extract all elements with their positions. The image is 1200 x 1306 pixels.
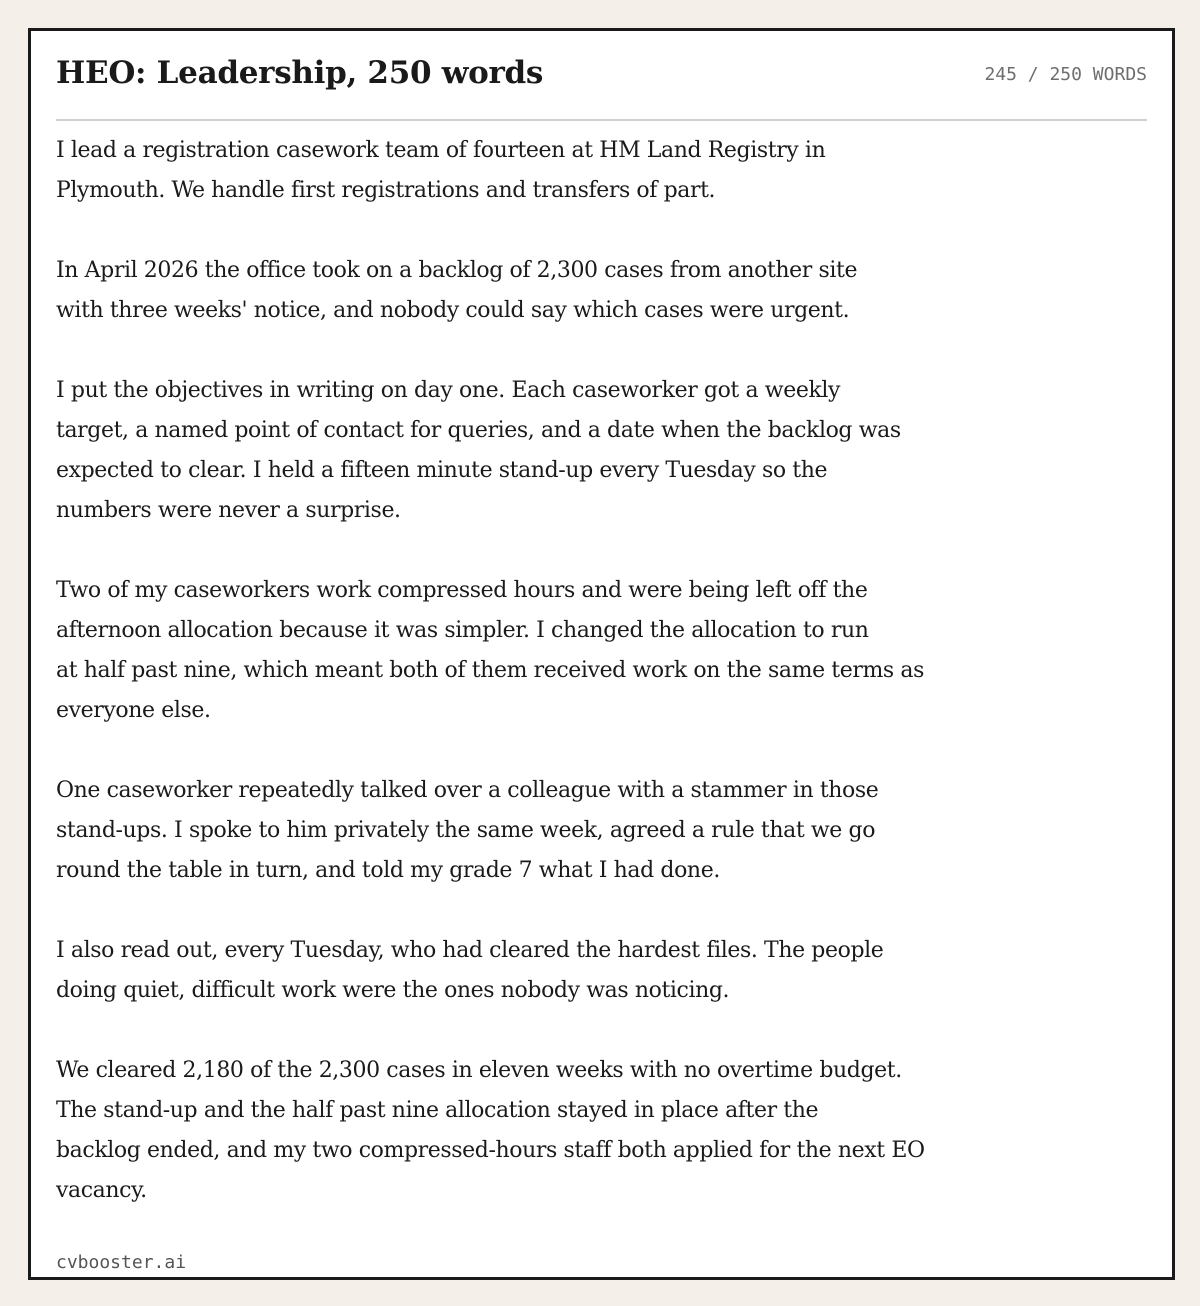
answer-body bbox=[56, 131, 1056, 1251]
paragraph bbox=[56, 1051, 1056, 1211]
text-line: afternoon allocation because it was simpler. I changed the allocation to run bbox=[56, 618, 869, 643]
word-count-badge: 245 / 250 WORDS bbox=[984, 64, 1147, 85]
text-line: numbers were never a surprise. bbox=[56, 498, 401, 523]
paragraph bbox=[56, 571, 1056, 731]
text-line: I put the objectives in writing on day one. Each caseworker got a weekly bbox=[56, 378, 841, 403]
text-line: everyone else. bbox=[56, 698, 211, 723]
text-line: In April 2026 the office took on a backlog of 2,300 cases from another site bbox=[56, 258, 858, 283]
text-line: Two of my caseworkers work compressed hours and were being left off the bbox=[56, 578, 868, 603]
text-line: I also read out, every Tuesday, who had cleared the hardest files. The people bbox=[56, 938, 884, 963]
text-line: The stand-up and the half past nine allocation stayed in place after the bbox=[56, 1098, 819, 1123]
paragraph bbox=[56, 371, 1056, 531]
text-line: at half past nine, which meant both of them received work on the same terms as bbox=[56, 658, 925, 683]
text-line: I lead a registration casework team of fourteen at HM Land Registry in bbox=[56, 138, 826, 163]
answer-card bbox=[28, 28, 1175, 1280]
text-line: vacancy. bbox=[56, 1178, 147, 1203]
text-line: doing quiet, difficult work were the ones nobody was noticing. bbox=[56, 978, 730, 1003]
text-line: with three weeks' notice, and nobody could say which cases were urgent. bbox=[56, 298, 850, 323]
paragraph bbox=[56, 251, 1056, 331]
text-line: round the table in turn, and told my grade 7 what I had done. bbox=[56, 858, 720, 883]
card-header bbox=[56, 31, 1147, 121]
text-line: expected to clear. I held a fifteen minute stand-up every Tuesday so the bbox=[56, 458, 828, 483]
text-line: One caseworker repeatedly talked over a colleague with a stammer in those bbox=[56, 778, 879, 803]
text-line: Plymouth. We handle first registrations and transfers of part. bbox=[56, 178, 716, 203]
paragraph bbox=[56, 771, 1056, 891]
paragraph bbox=[56, 931, 1056, 1011]
text-line: We cleared 2,180 of the 2,300 cases in eleven weeks with no overtime budget. bbox=[56, 1058, 902, 1083]
paragraph bbox=[56, 131, 1056, 211]
page-title: HEO: Leadership, 250 words bbox=[56, 55, 544, 91]
brand-footer: cvbooster.ai bbox=[56, 1252, 187, 1273]
text-line: stand-ups. I spoke to him privately the same week, agreed a rule that we go bbox=[56, 818, 876, 843]
text-line: backlog ended, and my two compressed-hours staff both applied for the next EO bbox=[56, 1138, 925, 1163]
text-line: target, a named point of contact for queries, and a date when the backlog was bbox=[56, 418, 901, 443]
